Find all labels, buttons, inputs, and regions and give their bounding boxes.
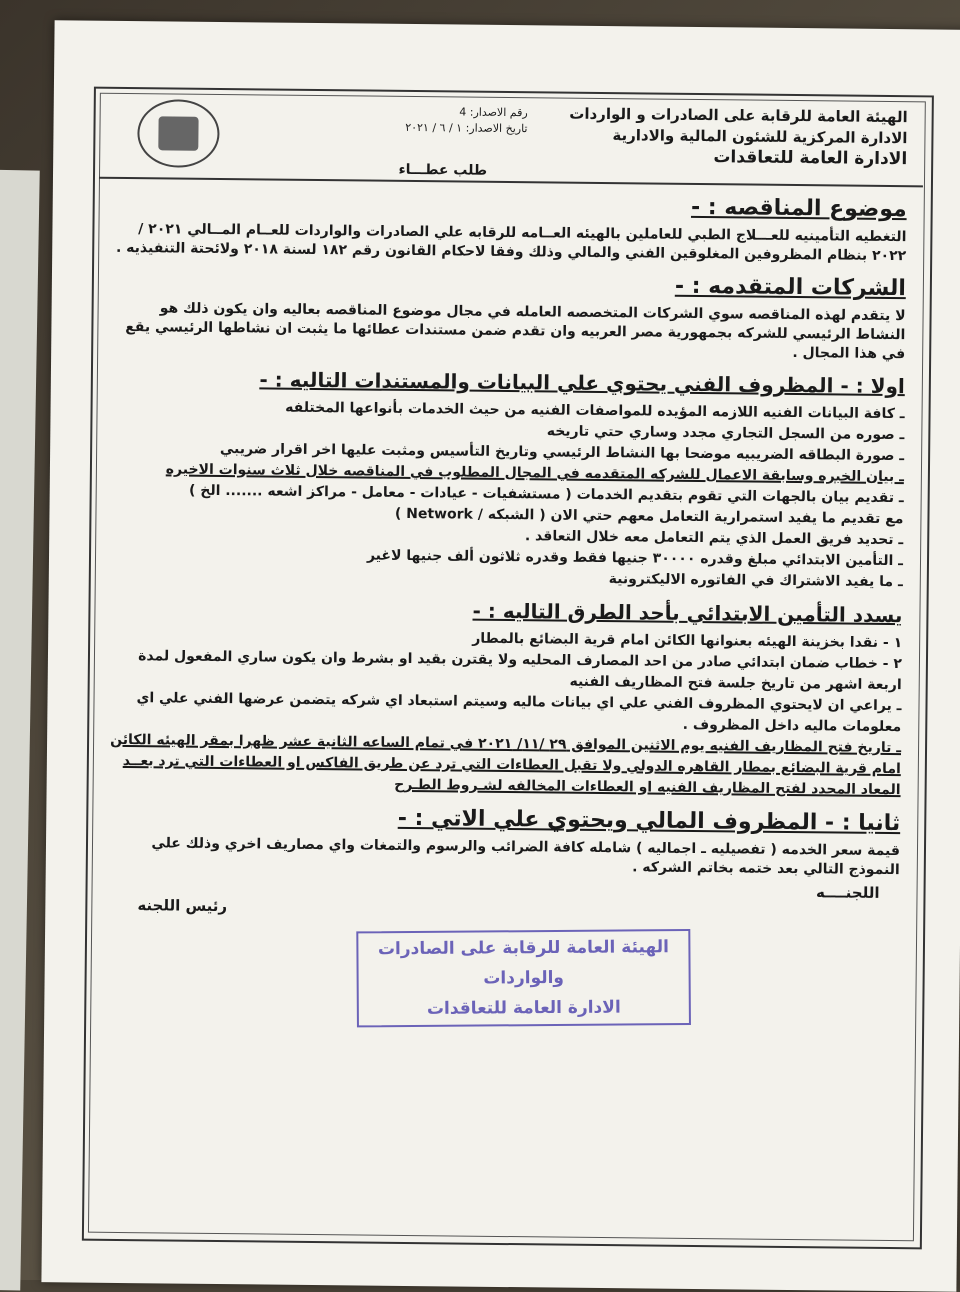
list-item: ١ - نقدا بخزينة الهيئه بعنوانها الكائن امام قرية البضائع بالمطار bbox=[472, 630, 903, 652]
list-item: ـ كافة البيانات الفنيه اللازمه المؤيده للمواصفات الفنيه من حيث الخدمات بأنواعها المختلفه bbox=[285, 399, 905, 423]
list-item: ـ ما يفيد الاشتراك في الفاتوره الاليكترونية bbox=[608, 571, 903, 591]
technical-envelope-title: اولا : - المظروف الفني يحتوي علي البيانات والمستندات التاليه : - bbox=[259, 367, 905, 399]
issue-meta bbox=[405, 104, 528, 137]
companies-text: لا يتقدم لهذه المناقصه سوي الشركات المتخصصه العامله في مجال موضوع المناقصه بعاليه وان يكون ذلك هو النشاط الرئيسي للشركه بجمهورية مصر العربيه وان تقدم ضمن مستندات عطائها ما يثبت ان نشاطها الرئيسي يقع في هذا المجال . bbox=[125, 300, 906, 363]
list-item: ـ صورة البطاقه الضريبيه موضحا بها النشاط الرئيسي وتاريخ التأسيس ومثبت عليها اخر اقرار ضريبي bbox=[219, 440, 905, 465]
signature-area bbox=[106, 876, 900, 1034]
list-item: ـ التأمين الابتدائي مبلغ وقدره ٣٠٠٠٠ جنيها فقط وقدره ثلاثون ألف جنيها لاغير bbox=[366, 547, 904, 570]
official-stamp bbox=[356, 929, 691, 1027]
list-item: ـ بيان الخبره وسابقة الاعمال للشركه المتقدمه في المجال المطلوب في المناقصه خلال ثلاث سنوات الاخيره bbox=[165, 461, 904, 486]
request-title: طلب عطـــاء bbox=[398, 161, 488, 179]
list-item: ـ تقديم بيان بالجهات التي تقوم بتقديم الخدمات ( مستشفيات - عيادات - معامل - مراكز اشعه ....... الخ ) bbox=[188, 482, 904, 507]
document-content bbox=[106, 99, 908, 1034]
organization-block bbox=[569, 104, 908, 171]
financial-text: قيمة سعر الخدمه ( تفصيليه ـ اجماليه ) شامله كافة الضرائب والرسوم والتمغات واي مصاريف اخري وذلك علي النموذج التالي بعد ختمه بخاتم الشركه . bbox=[151, 835, 901, 879]
seal-core bbox=[158, 116, 198, 150]
list-item: ـ صوره من السجل التجاري مجدد وساري حتي تاريخه bbox=[546, 423, 905, 444]
issue-date: تاريخ الاصدار: ١ / ٦ / ٢٠٢١ bbox=[405, 120, 528, 136]
list-item: ـ تاريخ فتح المظاريف الفنيه يوم الاثنين الموافق ٢٩ /١١/ ٢٠٢١ في تمام الساعه الثانية عشر ظهرا بمقر الهيئه الكائن امام قرية البضائع بمطار القاهره الدولي ولا تقبل العطاءات التي ترد عن طريق الفاكس او العطاءات التي ترد بعــد المعاد المحدد لفتح المظاريف الفنيه او العطاءات المخالفه لشـروط الطـرح bbox=[110, 731, 902, 799]
letterhead bbox=[115, 99, 908, 185]
list-item: مع تقديم ما يفيد استمرارية التعامل معهم حتي الان ( الشبكه / Network ) bbox=[394, 505, 904, 528]
org-line-3: الادارة العامة للتعاقدات bbox=[713, 147, 908, 170]
org-line-2: الادارة المركزية للشئون المالية والادارية bbox=[612, 126, 908, 148]
document-page bbox=[41, 20, 960, 1292]
stamp-line-1: الهيئة العامة للرقابة على الصادرات والواردات bbox=[377, 937, 669, 989]
committee-label: اللجنــــه bbox=[816, 883, 880, 902]
committee-president-label: رئيس اللجنه bbox=[137, 896, 228, 916]
payment-items bbox=[109, 625, 903, 801]
list-item: ـ تحديد فريق العمل الذي يتم التعامل معه خلال التعاقد . bbox=[524, 528, 904, 549]
list-item: ٢ - خطاب ضمان ابتدائي صادر من احد المصارف المحليه ولا يقترن بقيد او بشرط وان يكون ساري المفعول لمدة اربعة اشهر من تاريخ جلسة فتح المظاريف الفنيه bbox=[138, 648, 903, 694]
stamp-line-2: الادارة العامة للتعاقدات bbox=[426, 997, 621, 1019]
financial-envelope-title: ثانيا : - المظروف المالي ويحتوي علي الاتي : - bbox=[397, 805, 901, 837]
payment-title: يسدد التأمين الابتدائي بأحد الطرق التاليه : - bbox=[472, 598, 903, 628]
org-line-1: الهيئة العامة للرقابة على الصادرات و الواردات bbox=[569, 104, 908, 127]
subject-text: التغطيه التأمينيه للعـــلاج الطبي للعاملين بالهيئه العــامه للرقابه علي الصادرات والواردات للعــام المــالي ٢٠٢١ / ٢٠٢٢ بنظام المظروفين المغلوقين الفني والمالي وذلك وفقا لاحكام القانون رقم ١٨٢ لسنة ٢٠١٨ ولائحتة التنفيذيه . bbox=[115, 221, 907, 265]
list-item: ـ يراعي ان لايحتوي المظروف الفني علي اي بيانات ماليه وسيتم استبعاد اي شركه يتضمن عرضها الفني علي اي معلومات ماليه داخل المظروف . bbox=[136, 690, 902, 736]
technical-items bbox=[111, 396, 905, 593]
eagle-seal-icon bbox=[137, 99, 220, 168]
subject-title: موضوع المناقصه : - bbox=[690, 194, 907, 223]
issue-number: رقم الاصدار: 4 bbox=[459, 105, 528, 120]
companies-title: الشركات المتقدمه : - bbox=[674, 273, 906, 302]
